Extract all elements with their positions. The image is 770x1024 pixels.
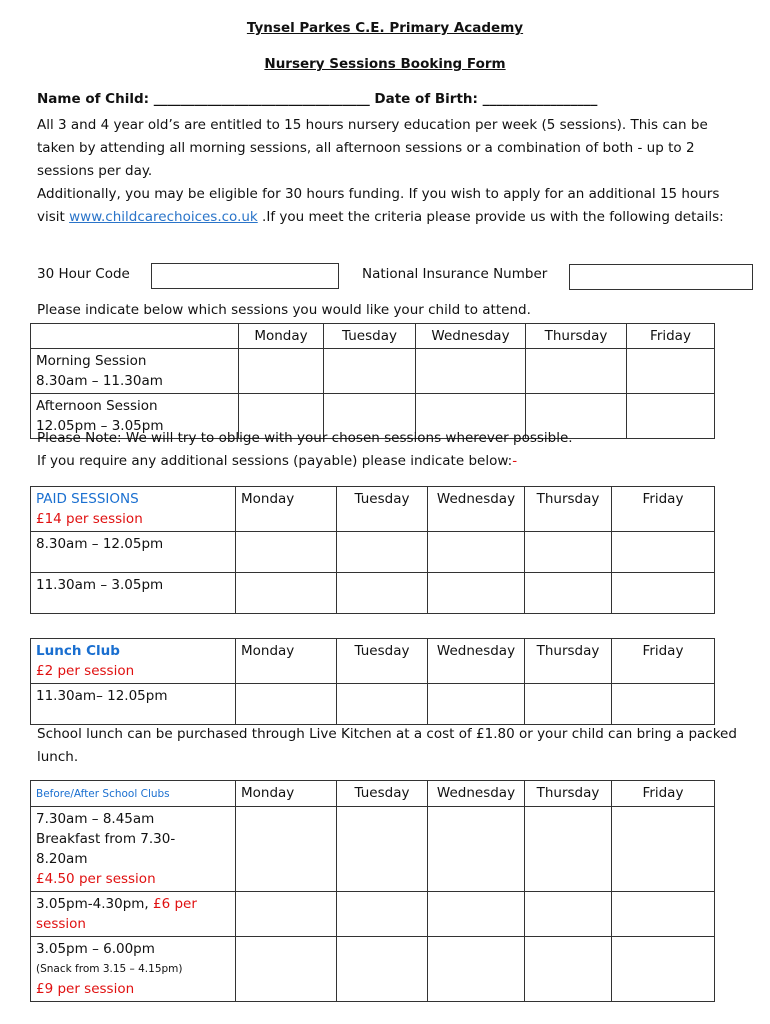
day-header: Friday — [612, 781, 715, 807]
table-row — [31, 937, 715, 1002]
code-label: 30 Hour Code — [37, 266, 130, 282]
day-header: Wednesday — [416, 324, 526, 349]
day-header: Wednesday — [428, 487, 525, 532]
ni-field[interactable] — [569, 264, 753, 290]
session-cell[interactable] — [627, 394, 715, 439]
lunch-header-row — [31, 639, 715, 684]
session-cell[interactable] — [612, 807, 715, 892]
session-cell[interactable] — [337, 573, 428, 614]
session-time: 8.30am – 11.30am — [36, 373, 163, 389]
lunch-time: 11.30am– 12.05pm — [31, 684, 236, 725]
session-name: Afternoon Session — [36, 398, 158, 414]
additional-text — [37, 453, 517, 469]
session-cell[interactable] — [612, 892, 715, 937]
day-header: Friday — [612, 639, 715, 684]
table-row — [31, 892, 715, 937]
session-cell[interactable] — [428, 937, 525, 1002]
day-header: Tuesday — [324, 324, 416, 349]
intro-paragraph: All 3 and 4 year old’s are entitled to 15 hours nursery education per week (5 sessions). This can be taken by attending all morning sessions, all afternoon sessions or a combination of both - up to 2 sessions per day. — [37, 117, 708, 179]
session-cell[interactable] — [612, 684, 715, 725]
club-price: £9 per session — [36, 981, 135, 997]
session-cell[interactable] — [612, 532, 715, 573]
club-time-line: 7.30am – 8.45am — [36, 811, 155, 827]
lunch-heading-cell — [31, 639, 236, 684]
late-club-label — [31, 937, 236, 1002]
ni-label: National Insurance Number — [362, 266, 548, 282]
day-header: Monday — [236, 781, 337, 807]
session-cell[interactable] — [428, 532, 525, 573]
clubs-heading-cell — [31, 781, 236, 807]
day-header: Tuesday — [337, 639, 428, 684]
session-cell[interactable] — [525, 892, 612, 937]
session-cell[interactable] — [337, 937, 428, 1002]
funding-text-b: .If you meet the criteria please provide us with the following details: — [257, 209, 724, 225]
day-header: Monday — [236, 487, 337, 532]
day-header: Friday — [627, 324, 715, 349]
paid-heading: PAID SESSIONS — [36, 491, 139, 507]
session-time: 12.05pm – 3.05pm — [36, 418, 164, 434]
clubs-header-row — [31, 781, 715, 807]
note-text: Please Note: We will try to oblige with your chosen sessions wherever possible. — [37, 430, 573, 446]
session-cell[interactable] — [337, 532, 428, 573]
session-cell[interactable] — [428, 892, 525, 937]
day-header: Wednesday — [428, 639, 525, 684]
day-header: Thursday — [525, 487, 612, 532]
day-header: Thursday — [526, 324, 627, 349]
additional-text-dash: - — [512, 453, 518, 469]
session-cell[interactable] — [236, 807, 337, 892]
page-title: Tynsel Parkes C.E. Primary Academy — [246, 20, 524, 36]
lunch-note: School lunch can be purchased through Live Kitchen at a cost of £1.80 or your child can bring a packed lunch. — [37, 726, 737, 765]
paid-time: 8.30am – 12.05pm — [31, 532, 236, 573]
name-dob-line[interactable]: Name of Child: ________________________________ Date of Birth: _________________ — [37, 91, 598, 107]
session-cell[interactable] — [236, 684, 337, 725]
table-row — [31, 807, 715, 892]
session-cell[interactable] — [525, 807, 612, 892]
form-subtitle: Nursery Sessions Booking Form — [264, 56, 506, 72]
club-time-line: 8.20am — [36, 851, 88, 867]
paid-header-row — [31, 487, 715, 532]
additional-text-main: If you require any additional sessions (payable) please indicate below: — [37, 453, 513, 469]
session-cell[interactable] — [525, 937, 612, 1002]
session-cell[interactable] — [337, 684, 428, 725]
after-club-label — [31, 892, 236, 937]
childcare-link[interactable]: www.childcarechoices.co.uk — [69, 209, 258, 225]
session-cell[interactable] — [612, 573, 715, 614]
table-row — [31, 684, 715, 725]
session-cell[interactable] — [337, 892, 428, 937]
paid-sessions-table — [30, 486, 715, 614]
session-cell[interactable] — [324, 349, 416, 394]
lunch-club-table — [30, 638, 715, 725]
paid-time: 11.30am – 3.05pm — [31, 573, 236, 614]
session-cell[interactable] — [428, 684, 525, 725]
table-row — [31, 349, 715, 394]
day-header: Wednesday — [428, 781, 525, 807]
day-header: Monday — [239, 324, 324, 349]
session-cell[interactable] — [416, 349, 526, 394]
club-price: £6 per session — [36, 896, 197, 932]
sessions-table — [30, 323, 715, 439]
lunch-heading: Lunch Club — [36, 643, 120, 659]
paid-price: £14 per session — [36, 511, 143, 527]
club-time-line: Breakfast from 7.30- — [36, 831, 176, 847]
funding-paragraph — [37, 183, 737, 229]
sessions-header-row — [31, 324, 715, 349]
day-header: Tuesday — [337, 781, 428, 807]
code-field[interactable] — [151, 263, 339, 289]
table-row — [31, 532, 715, 573]
table-row — [31, 573, 715, 614]
session-cell[interactable] — [236, 892, 337, 937]
blank-cell — [31, 324, 239, 349]
session-cell[interactable] — [612, 937, 715, 1002]
club-time-line: 3.05pm-4.30pm, — [36, 896, 154, 912]
clubs-table — [30, 780, 715, 1002]
session-cell[interactable] — [236, 532, 337, 573]
session-cell[interactable] — [525, 573, 612, 614]
session-name: Morning Session — [36, 353, 147, 369]
session-cell[interactable] — [428, 807, 525, 892]
lunch-price: £2 per session — [36, 663, 135, 679]
session-cell[interactable] — [525, 532, 612, 573]
session-cell[interactable] — [526, 349, 627, 394]
session-cell[interactable] — [236, 937, 337, 1002]
session-cell[interactable] — [236, 573, 337, 614]
day-header: Tuesday — [337, 487, 428, 532]
breakfast-club-label — [31, 807, 236, 892]
day-header: Friday — [612, 487, 715, 532]
clubs-heading: Before/After School Clubs — [36, 788, 170, 800]
session-cell[interactable] — [525, 684, 612, 725]
snack-note: (Snack from 3.15 – 4.15pm) — [36, 963, 183, 975]
funding-text-a: Additionally, you may be eligible for 30 hours funding. If you wish to apply for an additional 15 hours visit — [37, 186, 720, 225]
paid-heading-cell — [31, 487, 236, 532]
day-header: Thursday — [525, 781, 612, 807]
club-price: £4.50 per session — [36, 871, 156, 887]
session-label — [31, 349, 239, 394]
session-cell[interactable] — [337, 807, 428, 892]
club-time-line: 3.05pm – 6.00pm — [36, 941, 155, 957]
day-header: Monday — [236, 639, 337, 684]
session-cell[interactable] — [428, 573, 525, 614]
indicate-text: Please indicate below which sessions you would like your child to attend. — [37, 302, 531, 318]
session-cell[interactable] — [239, 349, 324, 394]
day-header: Thursday — [525, 639, 612, 684]
session-cell[interactable] — [627, 349, 715, 394]
